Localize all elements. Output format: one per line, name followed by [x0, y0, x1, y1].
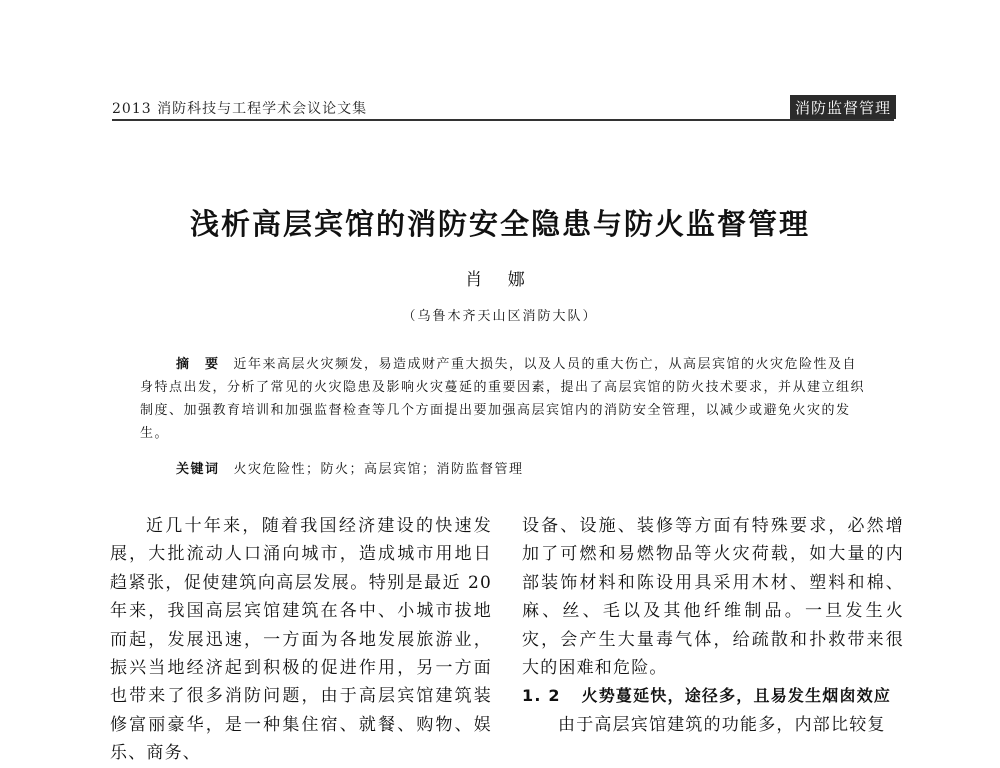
body-column-left [110, 512, 492, 768]
body-column-right [522, 512, 904, 739]
section-heading [522, 682, 904, 710]
paper-title: 浅析高层宾馆的消防安全隐患与防火监督管理 [189, 207, 810, 241]
section-number: 1. 2 [522, 686, 561, 706]
author-name: 肖 娜 [465, 270, 535, 290]
abstract-label: 摘 要 [176, 357, 220, 372]
body-paragraph: 由于高层宾馆建筑的功能多，内部比较复 [558, 714, 886, 735]
keywords-label: 关键词 [176, 462, 220, 477]
body-paragraph: 设备、设施、装修等方面有特殊要求，必然增加了可燃和易燃物品等火灾荷载，如大量的内部装饰材料和陈设用具采用木材、塑料和棉、麻、丝、毛以及其他纤维制品。一旦发生火灾，会产生大量毒气体，给疏散和扑救带来很大的困难和危险。 [522, 516, 904, 679]
section-tag: 消防监督管理 [790, 95, 896, 119]
section-title: 火势蔓延快，途径多，且易发生烟囱效应 [581, 686, 892, 706]
abstract-text: 近年来高层火灾频发，易造成财产重大损失，以及人员的重大伤亡，从高层宾馆的火灾危险性及自身特点出发，分析了常见的火灾隐患及影响火灾蔓延的重要因素，提出了高层宾馆的防火技术要求，并从建立组织制度、加强教育培训和加强监督检查等几个方面提出要加强高层宾馆内的消防安全管理，以减少或避免火灾的发生。 [140, 357, 866, 441]
abstract [140, 353, 870, 445]
journal-header: 2013 消防科技与工程学术会议论文集 [112, 101, 368, 117]
body-paragraph: 近几十年来，随着我国经济建设的快速发展，大批流动人口涌向城市，造成城市用地日趋紧张，促使建筑向高层发展。特别是最近 20 年来，我国高层宾馆建筑在各中、小城市拔地而起，发展迅速，一方面为各地发展旅游业，振兴当地经济起到积极的促进作用，另一方面也带来了很多消防问题，由于高层宾馆建筑装修富丽豪华，是一种集住宿、就餐、购物、娱乐、商务、 [110, 516, 492, 764]
keywords [176, 458, 876, 477]
header-divider [112, 119, 894, 121]
author-affiliation: （乌鲁木齐天山区消防大队） [402, 309, 598, 324]
keywords-text: 火灾危险性；防火；高层宾馆；消防监督管理 [233, 462, 524, 477]
